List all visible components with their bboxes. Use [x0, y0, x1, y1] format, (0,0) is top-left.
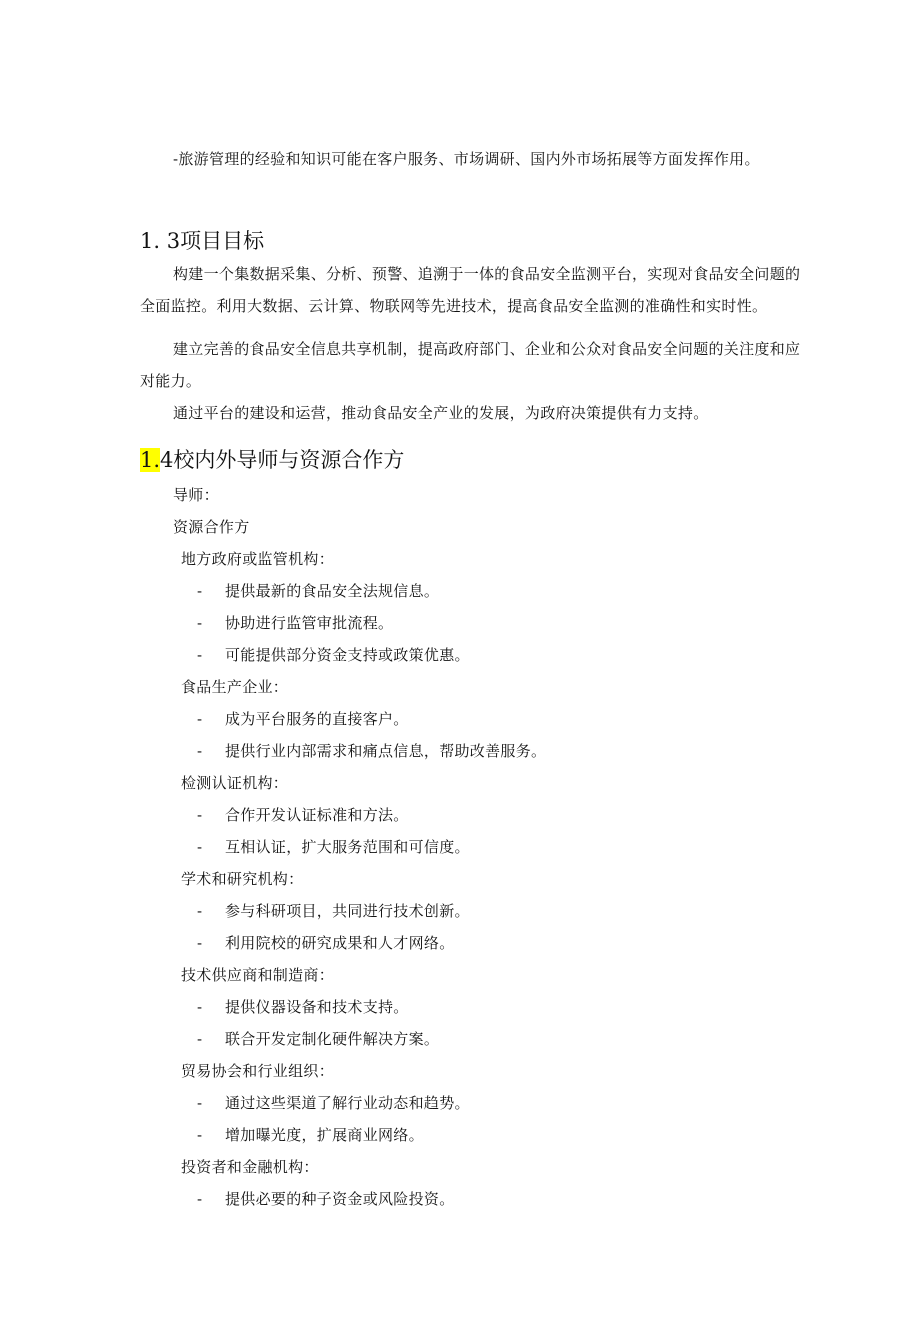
list-item: - 合作开发认证标准和方法。 — [197, 806, 409, 824]
dash-bullet-icon: - — [197, 998, 203, 1016]
dash-bullet-icon: - — [197, 1094, 203, 1112]
paragraph-goal-3: 通过平台的建设和运营，推动食品安全产业的发展，为政府决策提供有力支持。 — [173, 404, 709, 422]
partner-group-academic: 学术和研究机构： — [181, 870, 304, 888]
dash-bullet-icon: - — [197, 742, 203, 760]
partner-group-investors: 投资者和金融机构： — [181, 1158, 319, 1176]
list-item: - 参与科研项目，共同进行技术创新。 — [197, 902, 470, 920]
list-item: - 提供仪器设备和技术支持。 — [197, 998, 409, 1016]
paragraph-goal-1-line-1: 构建一个集数据采集、分析、预警、追溯于一体的食品安全监测平台，实现对食品安全问题的 — [173, 265, 801, 283]
dash-bullet-icon: - — [197, 934, 203, 952]
list-item: - 增加曝光度，扩展商业网络。 — [197, 1126, 424, 1144]
intro-paragraph: -旅游管理的经验和知识可能在客户服务、市场调研、国内外市场拓展等方面发挥作用。 — [173, 150, 760, 168]
list-item: - 联合开发定制化硬件解决方案。 — [197, 1030, 440, 1048]
list-item: - 提供行业内部需求和痛点信息，帮助改善服务。 — [197, 742, 547, 760]
paragraph-goal-2-line-2: 对能力。 — [140, 372, 202, 390]
paragraph-goal-2-line-1: 建立完善的食品安全信息共享机制，提高政府部门、企业和公众对食品安全问题的关注度和应 — [173, 340, 801, 358]
list-item: - 提供必要的种子资金或风险投资。 — [197, 1190, 455, 1208]
dash-bullet-icon: - — [197, 614, 203, 632]
highlighted-section-number: 1. — [140, 448, 161, 472]
partner-group-trade-associations: 贸易协会和行业组织： — [181, 1062, 335, 1080]
list-item: - 互相认证，扩大服务范围和可信度。 — [197, 838, 470, 856]
section-heading-text: 4校内外导师与资源合作方 — [160, 448, 405, 472]
partners-label: 资源合作方 — [173, 518, 250, 536]
partner-group-tech-suppliers: 技术供应商和制造商： — [181, 966, 335, 984]
dash-bullet-icon: - — [197, 838, 203, 856]
dash-bullet-icon: - — [197, 1126, 203, 1144]
partner-group-food-producers: 食品生产企业： — [181, 678, 289, 696]
paragraph-goal-1-line-2: 全面监控。利用大数据、云计算、物联网等先进技术，提高食品安全监测的准确性和实时性。 — [140, 297, 768, 315]
section-heading-1-3: 1. 3项目目标 — [140, 229, 265, 253]
partner-group-certification: 检测认证机构： — [181, 774, 289, 792]
list-item: - 可能提供部分资金支持或政策优惠。 — [197, 646, 470, 664]
partner-group-government: 地方政府或监管机构： — [181, 550, 335, 568]
mentor-label: 导师： — [173, 486, 219, 504]
section-heading-1-4 — [140, 446, 404, 474]
dash-bullet-icon: - — [197, 1190, 203, 1208]
dash-bullet-icon: - — [197, 646, 203, 664]
list-item: - 通过这些渠道了解行业动态和趋势。 — [197, 1094, 470, 1112]
dash-bullet-icon: - — [197, 806, 203, 824]
list-item: - 成为平台服务的直接客户。 — [197, 710, 409, 728]
dash-bullet-icon: - — [197, 902, 203, 920]
list-item: - 协助进行监管审批流程。 — [197, 614, 394, 632]
dash-bullet-icon: - — [197, 1030, 203, 1048]
list-item: - 提供最新的食品安全法规信息。 — [197, 582, 440, 600]
dash-bullet-icon: - — [197, 582, 203, 600]
list-item: - 利用院校的研究成果和人才网络。 — [197, 934, 455, 952]
dash-bullet-icon: - — [197, 710, 203, 728]
